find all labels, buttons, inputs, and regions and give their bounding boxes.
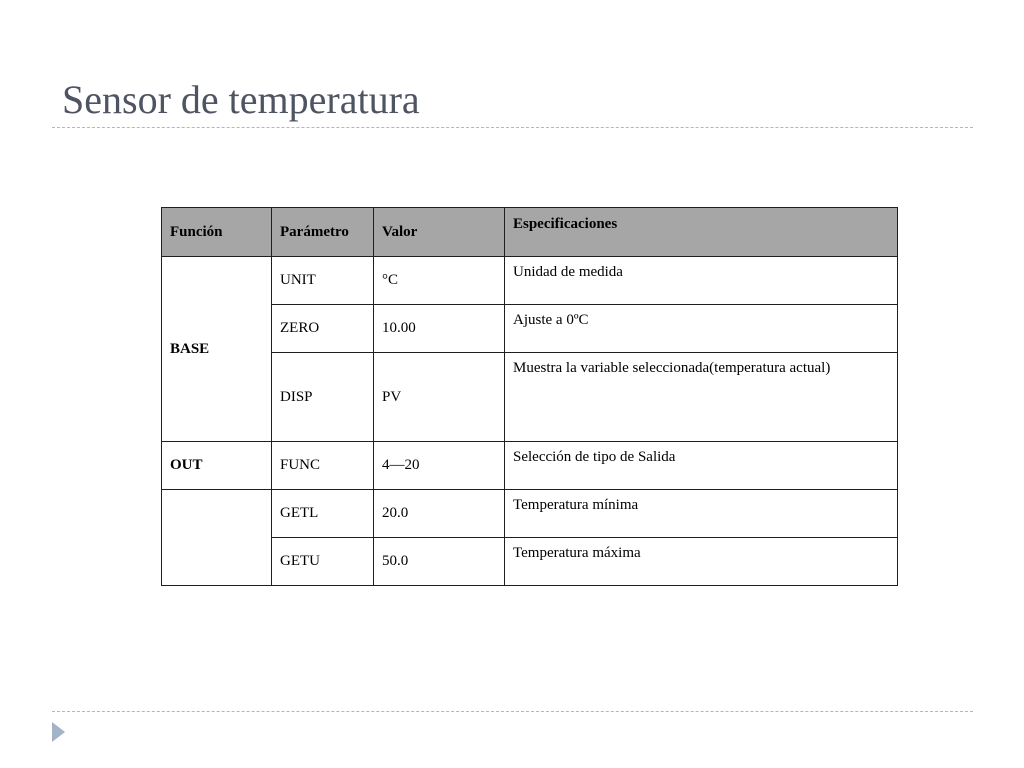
spec-table [161, 207, 898, 586]
slide-title: Sensor de temperatura [62, 77, 420, 122]
footer-divider [52, 711, 973, 712]
table-row [162, 305, 898, 353]
cell-funcion-empty [162, 490, 272, 586]
triangle-right-icon[interactable] [52, 722, 65, 742]
cell-especificaciones: Selección de tipo de Salida [505, 442, 898, 490]
header-especificaciones: Especificaciones [505, 208, 898, 257]
cell-valor: 50.0 [374, 538, 505, 586]
cell-valor: °C [374, 257, 505, 305]
header-funcion: Función [162, 208, 272, 257]
cell-valor: 4—20 [374, 442, 505, 490]
cell-especificaciones: Unidad de medida [505, 257, 898, 305]
header-valor: Valor [374, 208, 505, 257]
header-parametro: Parámetro [272, 208, 374, 257]
cell-especificaciones: Temperatura máxima [505, 538, 898, 586]
cell-parametro: GETL [272, 490, 374, 538]
cell-especificaciones: Muestra la variable seleccionada(temperatura actual) [505, 353, 898, 442]
cell-especificaciones: Ajuste a 0ºC [505, 305, 898, 353]
table-row [162, 538, 898, 586]
cell-valor: PV [374, 353, 505, 442]
table-row [162, 490, 898, 538]
cell-funcion-out: OUT [162, 442, 272, 490]
title-divider [52, 127, 973, 128]
cell-parametro: UNIT [272, 257, 374, 305]
table-row [162, 442, 898, 490]
cell-valor: 20.0 [374, 490, 505, 538]
cell-funcion-base: BASE [162, 257, 272, 442]
cell-especificaciones: Temperatura mínima [505, 490, 898, 538]
table-header-row [162, 208, 898, 257]
cell-parametro: ZERO [272, 305, 374, 353]
table-row [162, 353, 898, 442]
table-row [162, 257, 898, 305]
cell-parametro: DISP [272, 353, 374, 442]
cell-parametro: FUNC [272, 442, 374, 490]
cell-parametro: GETU [272, 538, 374, 586]
cell-valor: 10.00 [374, 305, 505, 353]
